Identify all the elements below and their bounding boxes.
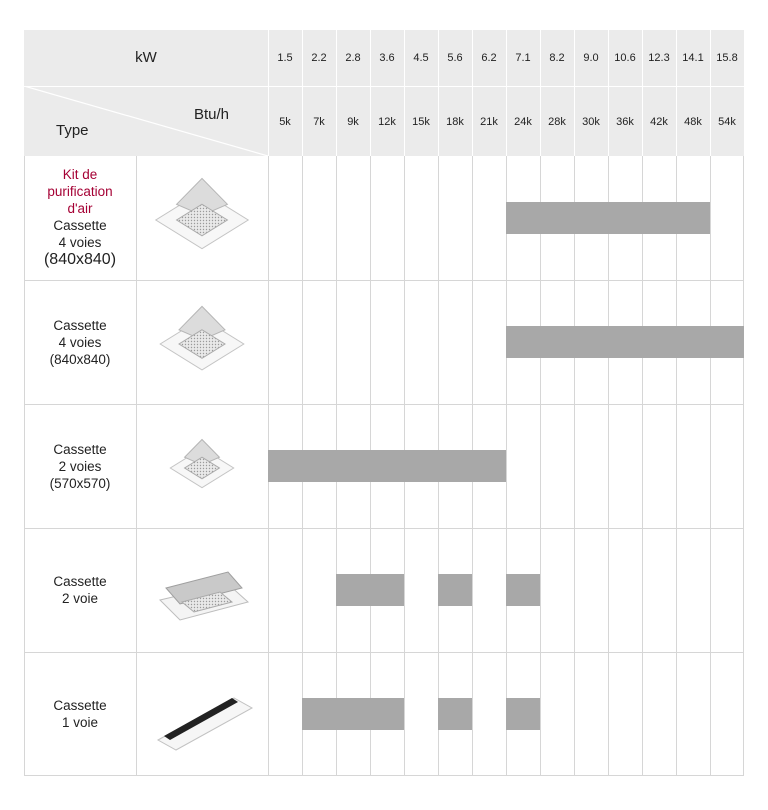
row-type-label [24, 573, 136, 607]
row-label-line: (840x840) [49, 351, 111, 367]
kw-value: 4.5 [413, 52, 429, 64]
row-label-line: 4 voies [58, 235, 102, 250]
btu-value: 42k [650, 116, 668, 128]
header-vline [336, 30, 337, 156]
btu-value: 15k [412, 116, 430, 128]
type-header-label: Type [56, 122, 89, 139]
btu-value: 36k [616, 116, 634, 128]
grid-vline [574, 156, 575, 776]
row-label-line: 1 voie [61, 715, 99, 730]
header-vline [302, 30, 303, 156]
header-vline [268, 30, 269, 156]
row-type-label [24, 441, 136, 492]
kw-value: 9.0 [583, 52, 599, 64]
row-label-line: Cassette [53, 698, 107, 713]
btu-value: 28k [548, 116, 566, 128]
header-diagonal [24, 86, 268, 156]
grid-hline [24, 775, 744, 776]
row-label-accent-line: Kit de [62, 167, 98, 182]
kw-value: 10.6 [614, 52, 636, 64]
cassette-2way-compact-icon-drawing [136, 404, 268, 528]
grid-vline [676, 156, 677, 776]
cassette-4way-air-purification-icon [136, 156, 268, 280]
capacity-range-bar [268, 450, 506, 482]
capacity-range-bar [506, 574, 540, 606]
cassette-2way-icon [136, 528, 268, 652]
cassette-4way-air-purification-icon-drawing [136, 156, 268, 280]
btu-value: 48k [684, 116, 702, 128]
kw-value: 7.1 [515, 52, 531, 64]
grid-vline [506, 156, 507, 776]
grid-vline [743, 156, 744, 776]
cassette-1way-icon [136, 652, 268, 776]
row-type-label [24, 697, 136, 731]
header-vline [744, 30, 745, 156]
row-label-line: 2 voies [58, 458, 102, 474]
grid-hline [24, 280, 744, 281]
btu-value: 30k [582, 116, 600, 128]
btu-value: 18k [446, 116, 464, 128]
header-vline [370, 30, 371, 156]
capacity-range-bar [438, 574, 472, 606]
kw-value: 3.6 [379, 52, 395, 64]
row-label-line: 4 voies [58, 334, 102, 350]
row-label-line: Cassette [53, 574, 107, 589]
header-vline [574, 30, 575, 156]
header-vline [540, 30, 541, 156]
capacity-range-bar [506, 698, 540, 730]
btu-value: 24k [514, 116, 532, 128]
btu-value: 5k [279, 116, 291, 128]
header-vline [438, 30, 439, 156]
kw-value: 15.8 [716, 52, 738, 64]
kw-value: 14.1 [682, 52, 704, 64]
kw-value: 2.2 [311, 52, 327, 64]
capacity-range-bar [438, 698, 472, 730]
header-vline [676, 30, 677, 156]
kw-value: 5.6 [447, 52, 463, 64]
row-type-label [24, 317, 136, 368]
row-label-line: Cassette [53, 317, 107, 333]
cassette-4way-icon-drawing [136, 280, 268, 404]
cassette-2way-compact-icon [136, 404, 268, 528]
capacity-range-bar [302, 698, 404, 730]
header-vline [404, 30, 405, 156]
cassette-4way-icon [136, 280, 268, 404]
grid-hline [24, 528, 744, 529]
kw-value: 12.3 [648, 52, 670, 64]
btu-value: 21k [480, 116, 498, 128]
row-type-label [24, 166, 136, 268]
grid-hline [24, 652, 744, 653]
grid-hline [24, 404, 744, 405]
btu-value: 9k [347, 116, 359, 128]
header-vline [506, 30, 507, 156]
capacity-table [24, 30, 744, 776]
grid-vline [608, 156, 609, 776]
grid-vline [642, 156, 643, 776]
header-vline [710, 30, 711, 156]
grid-vline [540, 156, 541, 776]
row-label-line: (840x840) [43, 251, 117, 268]
row-label-line: Cassette [53, 218, 107, 233]
kw-value: 2.8 [345, 52, 361, 64]
kw-value: 8.2 [549, 52, 565, 64]
header-vline [472, 30, 473, 156]
kw-value: 1.5 [277, 52, 293, 64]
header-hline [24, 86, 744, 87]
kw-value: 6.2 [481, 52, 497, 64]
row-label-line: 2 voie [61, 591, 99, 606]
grid-vline [710, 156, 711, 776]
cassette-1way-icon-drawing [136, 652, 268, 776]
kw-header-label: kW [135, 49, 157, 66]
capacity-range-bar [336, 574, 404, 606]
row-label-accent-line: purification [47, 184, 113, 199]
capacity-range-bar [506, 326, 744, 358]
row-label-line: (570x570) [49, 475, 111, 491]
header-vline [642, 30, 643, 156]
row-label-line: Cassette [53, 441, 107, 457]
cassette-2way-icon-drawing [136, 528, 268, 652]
btu-header-label: Btu/h [194, 106, 230, 123]
btu-value: 7k [313, 116, 325, 128]
header-vline [608, 30, 609, 156]
btu-value: 54k [718, 116, 736, 128]
capacity-range-bar [506, 202, 710, 234]
btu-value: 12k [378, 116, 396, 128]
row-label-accent-line: d'air [67, 201, 93, 216]
